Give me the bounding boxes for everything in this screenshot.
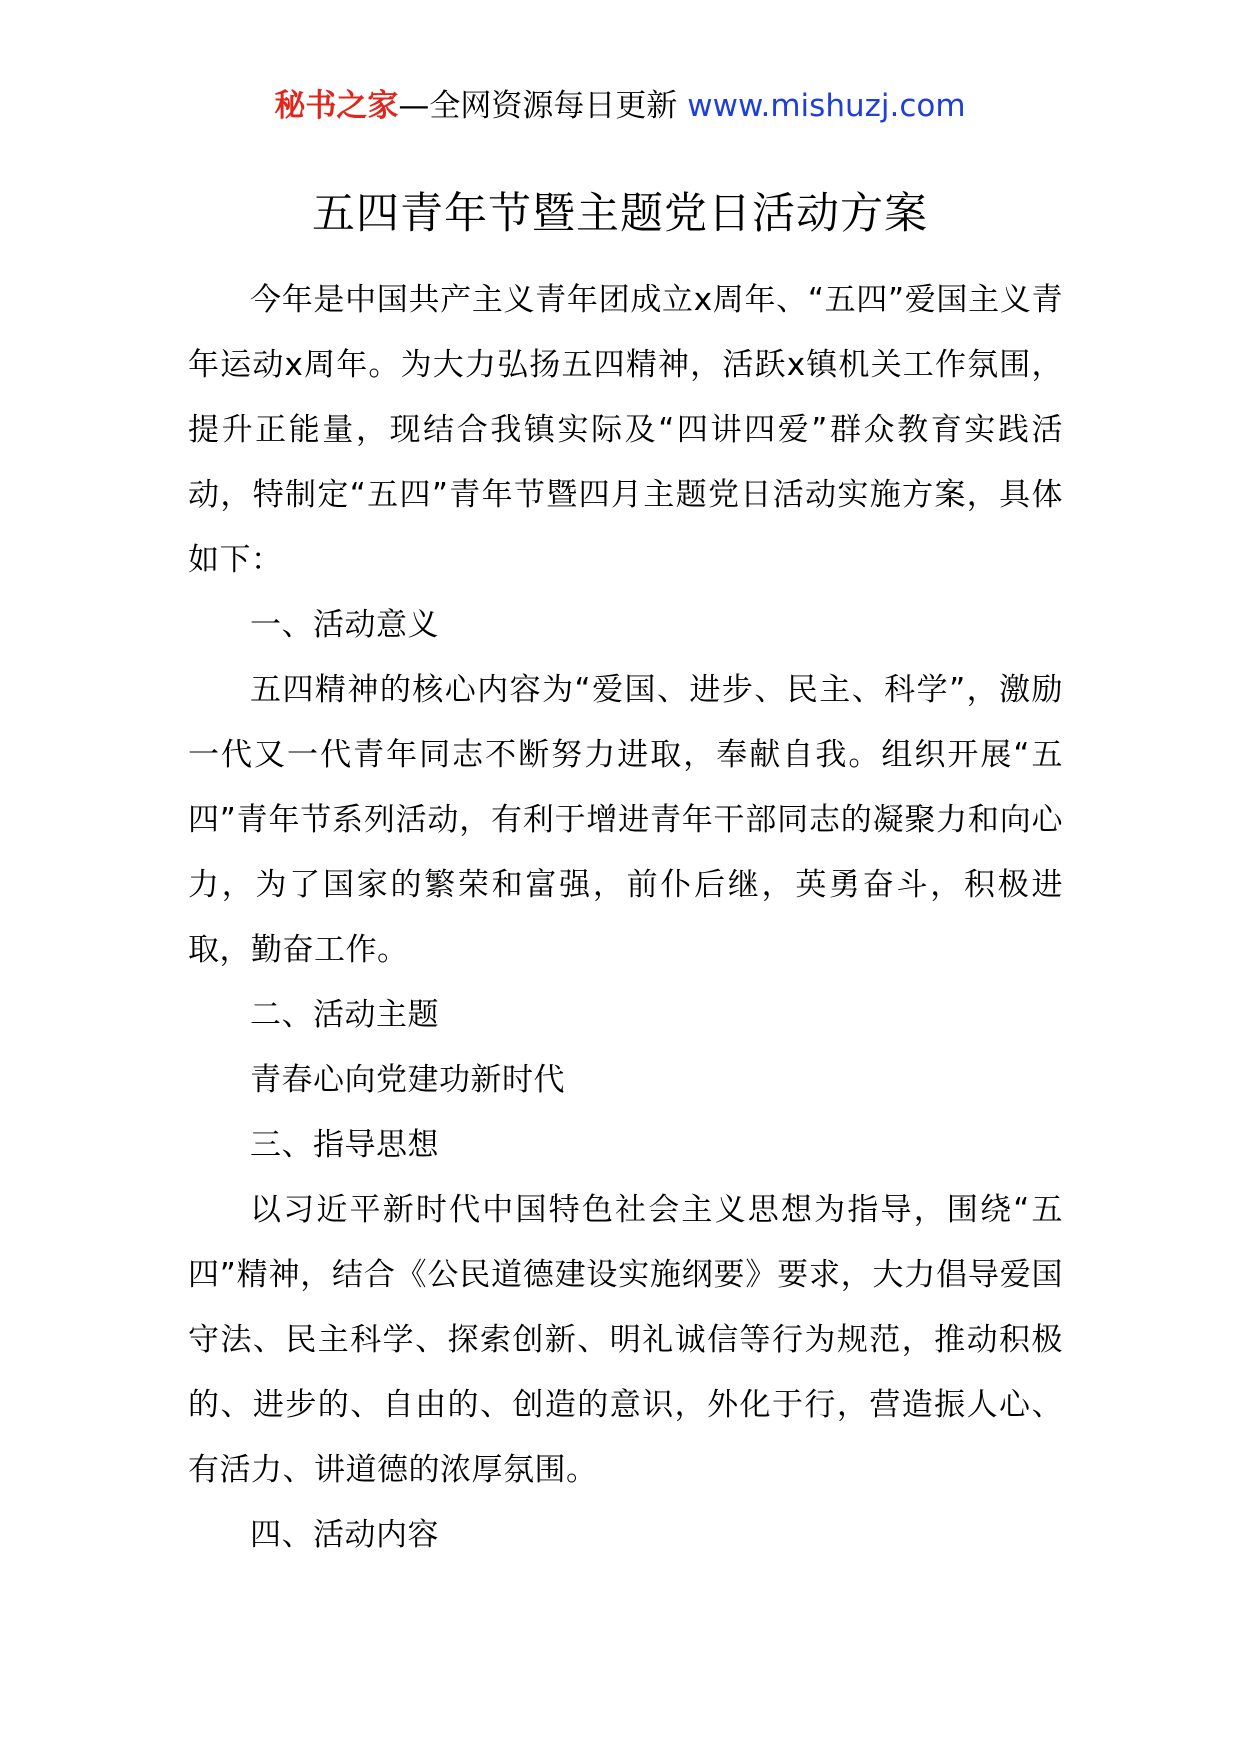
site-url: www.mishuzj.com (687, 88, 966, 124)
section-heading-theme: 二、活动主题 (250, 997, 439, 1033)
guiding-ideology-paragraph: 以习近平新时代中国特色社会主义思想为指导，围绕“五四”精神，结合《公民道德建设实施纲要》要求，大力倡导爱国守法、民主科学、探索创新、明礼诚信等行为规范，推动积极的、进步的、自由的、创造的意识，外化于行，营造振人心、有活力、讲道德的浓厚氛围。 (188, 1192, 1063, 1488)
site-brand: 秘书之家 (274, 88, 399, 124)
significance-paragraph: 五四精神的核心内容为“爱国、进步、民主、科学”，激励一代又一代青年同志不断努力进取，奉献自我。组织开展“五四”青年节系列活动，有利于增进青年干部同志的凝聚力和向心力，为了国家的繁荣和富强，前仆后继，英勇奋斗，积极进取，勤奋工作。 (188, 672, 1063, 968)
document-body (188, 268, 1063, 1568)
site-tagline: —全网资源每日更新 (398, 88, 688, 124)
document-title: 五四青年节暨主题党日活动方案 (312, 189, 928, 239)
section-heading-guiding-ideology: 三、指导思想 (250, 1127, 439, 1163)
site-header (0, 86, 1240, 126)
intro-paragraph: 今年是中国共产主义青年团成立x周年、“五四”爱国主义青年运动x周年。为大力弘扬五四精神，活跃x镇机关工作氛围，提升正能量，现结合我镇实际及“四讲四爱”群众教育实践活动，特制定“五四”青年节暨四月主题党日活动实施方案，具体如下： (188, 282, 1063, 578)
section-heading-activity-content: 四、活动内容 (250, 1517, 439, 1553)
theme-paragraph: 青春心向党建功新时代 (250, 1062, 565, 1098)
section-heading-significance: 一、活动意义 (250, 607, 439, 643)
